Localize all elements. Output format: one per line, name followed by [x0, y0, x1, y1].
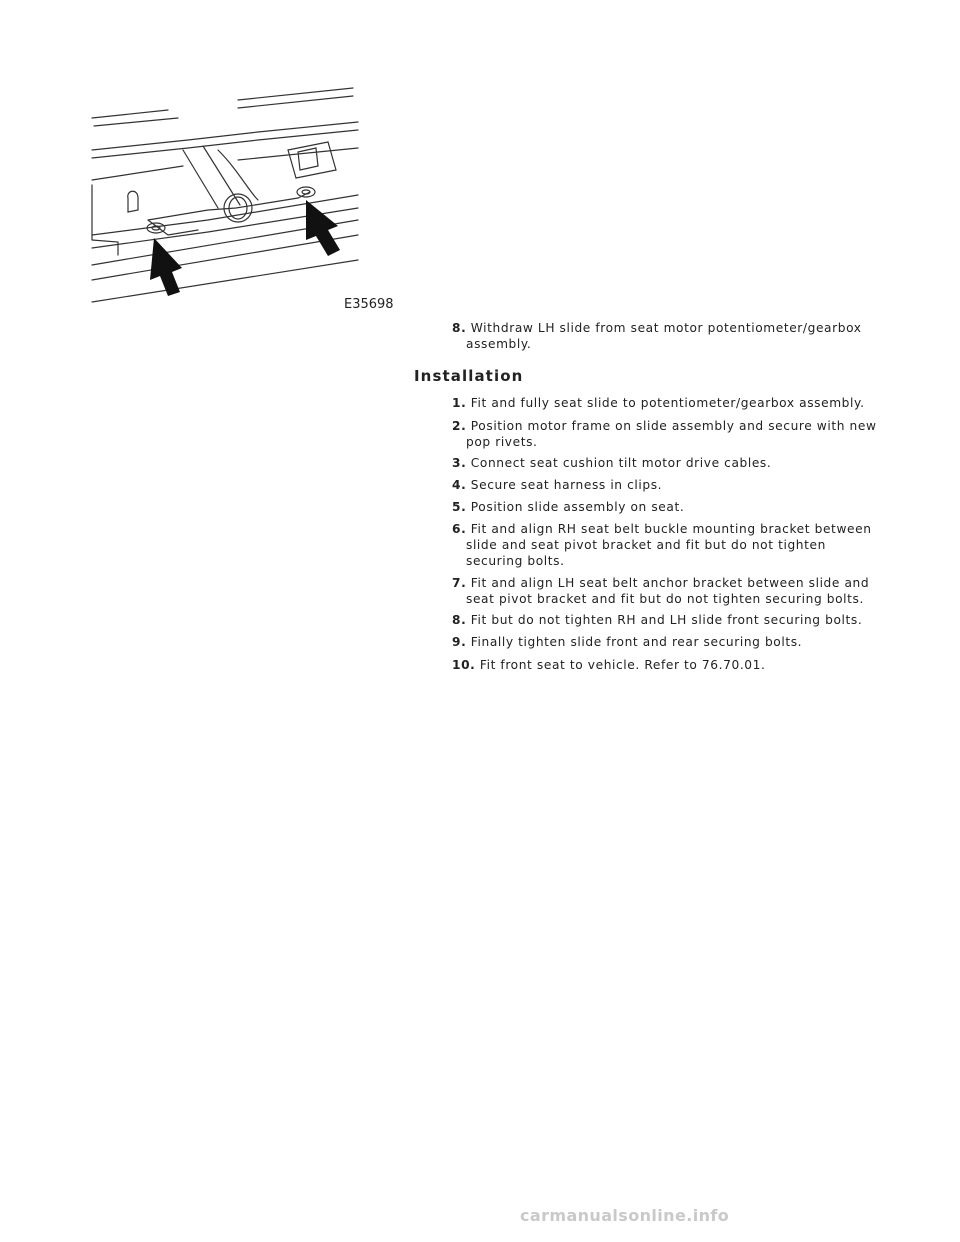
- seat-slide-illustration: [88, 80, 394, 320]
- removal-step-8: [452, 320, 886, 352]
- seat-slide-line-drawing: [88, 80, 394, 320]
- step-number: 8.: [452, 321, 467, 335]
- step-text: Withdraw LH slide from seat motor potentiometer/gearbox assembly.: [466, 321, 862, 351]
- step-number: 7.: [452, 576, 467, 590]
- step-number: 10.: [452, 658, 476, 672]
- step-text: Secure seat harness in clips.: [470, 478, 663, 492]
- installation-step-8: [452, 612, 886, 628]
- step-text: Position motor frame on slide assembly and secure with new pop rivets.: [466, 419, 877, 449]
- installation-step-3: [452, 455, 886, 471]
- step-number: 8.: [452, 613, 467, 627]
- step-text: Fit front seat to vehicle. Refer to 76.70.01.: [479, 658, 766, 672]
- step-text: Connect seat cushion tilt motor drive cables.: [470, 456, 772, 470]
- step-number: 5.: [452, 500, 467, 514]
- site-watermark: carmanualsonline.info: [520, 1206, 730, 1225]
- installation-step-10: [452, 657, 886, 673]
- installation-step-9: [452, 634, 886, 650]
- installation-step-2: [452, 418, 886, 450]
- installation-step-4: [452, 477, 886, 493]
- step-text: Fit and align LH seat belt anchor bracket between slide and seat pivot bracket and fit but do not tighten securing bolts.: [466, 576, 870, 606]
- installation-step-1: [452, 395, 886, 411]
- installation-step-7: [452, 575, 886, 607]
- step-number: 3.: [452, 456, 467, 470]
- installation-step-5: [452, 499, 886, 515]
- step-number: 6.: [452, 522, 467, 536]
- step-number: 2.: [452, 419, 467, 433]
- figure-id-label: E35698: [344, 297, 394, 312]
- installation-step-6: [452, 521, 886, 569]
- step-number: 4.: [452, 478, 467, 492]
- step-text: Finally tighten slide front and rear securing bolts.: [470, 635, 803, 649]
- step-text: Fit but do not tighten RH and LH slide front securing bolts.: [470, 613, 863, 627]
- section-heading-installation: Installation: [414, 367, 524, 385]
- step-number: 1.: [452, 396, 467, 410]
- step-number: 9.: [452, 635, 467, 649]
- step-text: Position slide assembly on seat.: [470, 500, 685, 514]
- step-text: Fit and align RH seat belt buckle mounting bracket between slide and seat pivot bracket and fit but do not tighten securing bolts.: [466, 522, 872, 568]
- step-text: Fit and fully seat slide to potentiometer/gearbox assembly.: [470, 396, 865, 410]
